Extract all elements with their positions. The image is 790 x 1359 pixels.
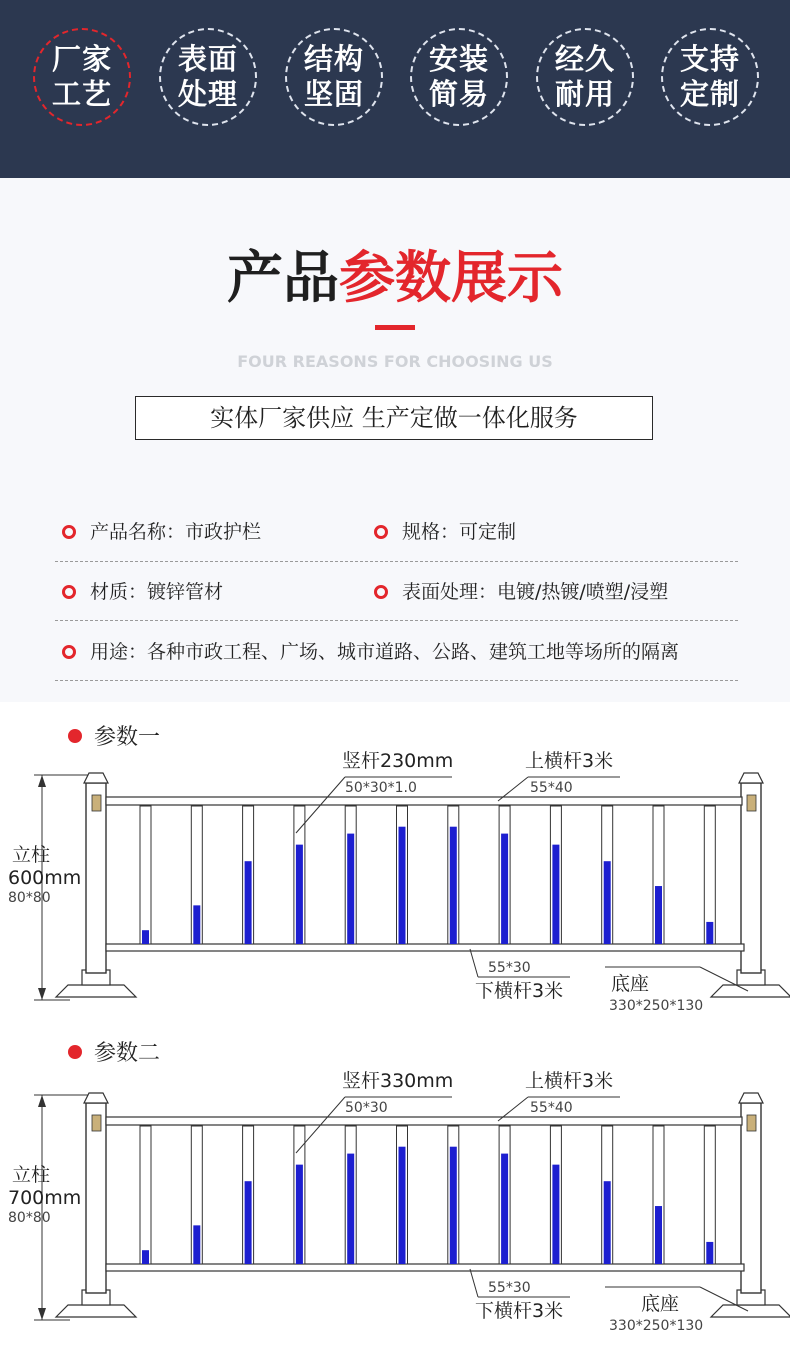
base-size: 330*250*130 (609, 998, 704, 1010)
slogan-box: 实体厂家供应 生产定做一体化服务 (135, 396, 653, 440)
feature-line: 结构 (303, 42, 364, 76)
post-height: 600mm (8, 867, 82, 889)
post-height: 700mm (8, 1187, 82, 1209)
top-rail-label: 上横杆3米 (525, 1070, 614, 1092)
vertical-bar-fill (142, 930, 149, 944)
feature-circle-customizable (661, 28, 759, 126)
bottom-rail (106, 1264, 744, 1271)
vertical-bar-fill (604, 1181, 611, 1264)
section-title-red: 参数展示 (339, 246, 563, 311)
vertical-bar-label: 竖杆230mm (342, 750, 454, 772)
section-title-dark: 产品 (227, 246, 339, 311)
leader-line (470, 1269, 478, 1297)
post-size: 80*80 (8, 1210, 51, 1226)
base-label: 底座 (611, 973, 650, 995)
feature-line: 表面 (177, 42, 238, 76)
top-rail (106, 1117, 742, 1125)
feature-header (0, 0, 790, 178)
vertical-bar-size: 50*30*1.0 (345, 780, 417, 796)
vertical-bar-fill (142, 1250, 149, 1264)
spec-text: 规格：可定制 (402, 521, 517, 543)
feature-circle-durable (536, 28, 634, 126)
arrow-up-icon (38, 1095, 46, 1107)
vertical-bar-fill (347, 1154, 354, 1264)
vertical-bar-size: 50*30 (345, 1100, 388, 1116)
divider (55, 620, 738, 621)
vertical-bar-fill (655, 1206, 662, 1264)
vertical-bar-fill (706, 1242, 713, 1264)
vertical-bar-fill (501, 834, 508, 944)
section-subtitle: FOUR REASONS FOR CHOOSING US (237, 352, 553, 371)
param-two-title (68, 1036, 160, 1067)
fence-diagram-one (0, 745, 790, 1010)
vertical-bar (140, 806, 151, 944)
param-one-title-text: 参数一 (94, 725, 161, 750)
vertical-bar-fill (296, 845, 303, 944)
spec-text: 用途：各种市政工程、广场、城市道路、公路、建筑工地等场所的隔离 (90, 641, 680, 663)
bottom-rail-label: 下横杆3米 (475, 980, 564, 1002)
vertical-bar-fill (450, 827, 457, 944)
feature-line: 处理 (177, 77, 238, 111)
spec-text: 产品名称：市政护栏 (90, 521, 262, 543)
vertical-bar-fill (655, 886, 662, 944)
bottom-rail-label: 下横杆3米 (475, 1300, 564, 1322)
top-rail-label: 上横杆3米 (525, 750, 614, 772)
vertical-bar-fill (450, 1147, 457, 1264)
feature-line: 经久 (554, 42, 615, 76)
section-title (0, 244, 790, 314)
red-dot-icon (68, 1045, 82, 1059)
spec-size (374, 519, 516, 545)
spec-text: 表面处理：电镀/热镀/喷塑/浸塑 (402, 581, 669, 603)
vertical-bar (140, 1126, 151, 1264)
vertical-bar-fill (399, 827, 406, 944)
base-plate-right (711, 985, 790, 997)
vertical-bar-fill (193, 1225, 200, 1264)
top-rail-size: 55*40 (530, 1100, 573, 1116)
top-rail (106, 797, 742, 805)
fence-diagram-two (0, 1065, 790, 1340)
circle-bullet-icon (62, 525, 76, 539)
arrow-up-icon (38, 775, 46, 787)
param-two-title-text: 参数二 (94, 1041, 161, 1066)
title-underline (375, 325, 415, 330)
vertical-bar-fill (604, 861, 611, 944)
feature-line: 厂家 (51, 42, 112, 76)
arrow-down-icon (38, 1308, 46, 1320)
vertical-bar-fill (193, 905, 200, 944)
vertical-bar-fill (245, 1181, 252, 1264)
bottom-rail-size: 55*30 (488, 1280, 531, 1296)
circle-bullet-icon (62, 645, 76, 659)
post-size: 80*80 (8, 890, 51, 906)
fence-one-graphic (34, 773, 790, 1000)
feature-circle-easy-install (410, 28, 508, 126)
post-label: 立柱 (12, 844, 51, 866)
post-cap-left (84, 1093, 108, 1103)
bracket-right (747, 795, 756, 811)
feature-line: 简易 (428, 77, 489, 111)
divider (55, 561, 738, 562)
feature-line: 坚固 (303, 77, 364, 111)
arrow-down-icon (38, 988, 46, 1000)
red-dot-icon (68, 729, 82, 743)
feature-circle-surface-treatment (159, 28, 257, 126)
bottom-rail (106, 944, 744, 951)
bracket-left (92, 795, 101, 811)
feature-line: 工艺 (51, 77, 112, 111)
vertical-bar-fill (347, 834, 354, 944)
post-cap-left (84, 773, 108, 783)
feature-circle-sturdy-structure (285, 28, 383, 126)
base-plate-left (56, 985, 136, 997)
fence-two-graphic (34, 1093, 790, 1320)
spec-surface (374, 579, 668, 605)
post-left (86, 783, 106, 973)
top-rail-size: 55*40 (530, 780, 573, 796)
vertical-bar-fill (501, 1154, 508, 1264)
vertical-bar-fill (552, 845, 559, 944)
base-plate-left (56, 1305, 136, 1317)
vertical-bar-fill (399, 1147, 406, 1264)
bottom-rail-size: 55*30 (488, 960, 531, 976)
divider (55, 680, 738, 681)
feature-line: 支持 (679, 42, 740, 76)
spec-product-name (62, 519, 261, 545)
post-cap-right (739, 1093, 763, 1103)
spec-text: 材质：镀锌管材 (90, 581, 224, 603)
feature-line: 定制 (679, 77, 740, 111)
base-plate-right (711, 1305, 790, 1317)
vertical-bar-fill (706, 922, 713, 944)
vertical-bar-label: 竖杆330mm (342, 1070, 454, 1092)
vertical-bar-fill (552, 1165, 559, 1264)
vertical-bar-fill (296, 1165, 303, 1264)
base-size: 330*250*130 (609, 1318, 704, 1334)
post-left (86, 1103, 106, 1293)
post-label: 立柱 (12, 1164, 51, 1186)
leader-line (470, 949, 478, 977)
circle-bullet-icon (374, 585, 388, 599)
feature-line: 安装 (428, 42, 489, 76)
spec-material (62, 579, 223, 605)
bracket-right (747, 1115, 756, 1131)
post-cap-right (739, 773, 763, 783)
spec-usage (62, 639, 679, 665)
bracket-left (92, 1115, 101, 1131)
feature-line: 耐用 (554, 77, 615, 111)
base-label: 底座 (641, 1293, 680, 1315)
vertical-bar-fill (245, 861, 252, 944)
feature-circle-factory-craft (33, 28, 131, 126)
circle-bullet-icon (62, 585, 76, 599)
circle-bullet-icon (374, 525, 388, 539)
